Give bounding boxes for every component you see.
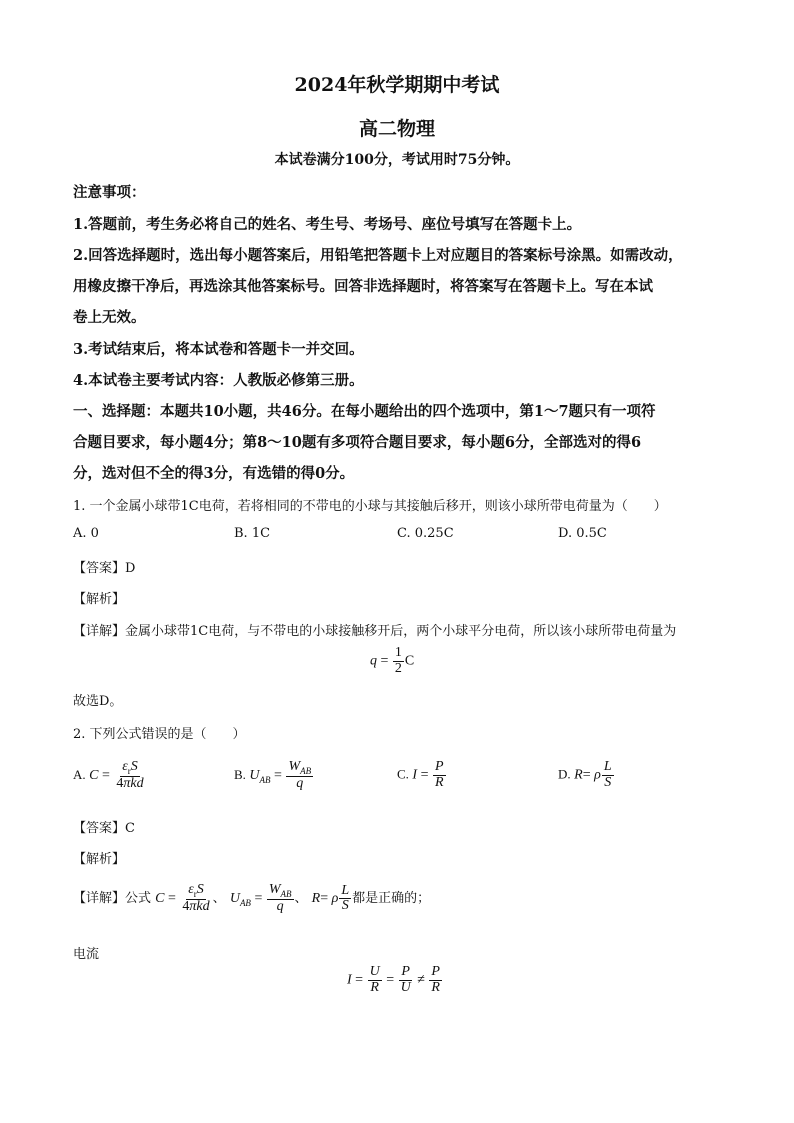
notice-item-2-line-2: 用橡皮擦干净后，再选涂其他答案标号。回答非选择题时，将答案写在答题卡上。写在本试 [73,278,653,295]
q1-equation: q = $\frac{1}{2}$ C [370,645,415,676]
section-1-line-1: 一、选择题：本题共10小题，共46分。在每小题给出的四个选项中，第1～7题只有一项符 [73,403,656,420]
notice-heading: 注意事项： [73,184,146,201]
notice-item-2-line-3: 卷上无效。 [73,309,146,326]
q1-conclusion: 故选D。 [73,694,123,709]
notice-item-4: 4.本试卷主要考试内容：人教版必修第三册。 [73,372,364,389]
q1-analysis-label: 【解析】 [73,592,126,607]
exam-subtitle: 本试卷满分100分，考试用时75分钟。 [274,152,520,168]
answer-label: 【答案】 [73,561,126,576]
eq-numerator: 1 [394,645,402,660]
section-1-line-2: 合题目要求，每小题4分；第8～10题有多项符合题目要求，每小题6分，全部选对的得6 [73,434,642,451]
q2-option-a: A. C = $\frac{\varepsilon_rS}{\text{4πkd}}$ [73,759,144,792]
detail-label: 【详解】 [73,624,126,639]
eq-lhs: q [370,653,377,669]
detail-label: 【详解】 [73,891,126,907]
q1-answer [73,557,135,576]
eq-fraction [393,646,404,676]
detail-sep-2: 、 [294,891,308,907]
detail-suffix: 都是正确的； [352,891,431,907]
eq-denominator: 2 [394,660,402,676]
q1-option-a: A. 0 [73,526,99,541]
q2-option-c: C. I = $\frac{P}{R}$ [397,759,444,790]
section-1-line-3: 分，选对但不全的得3分，有选错的得0分。 [73,465,355,482]
eq-unit: C [404,653,415,669]
exam-title: 2024年秋学期期中考试 [294,74,500,96]
notice-item-2-line-1: 2.回答选择题时，选出每小题答案后，用铅笔把答题卡上对应题目的答案标号涂黑。如需改动， [73,247,683,264]
detail-prefix: 公式 [125,891,152,907]
q2-answer [73,817,135,836]
notice-item-3: 3.考试结束后，将本试卷和答题卡一并交回。 [73,341,364,358]
q1-option-c: C. 0.25C [397,526,454,541]
detail-text: 金属小球带1C电荷，与不带电的小球接触移开后，两个小球平分电荷，所以该小球所带电荷量为 [125,624,677,639]
answer-value: D [125,561,136,576]
detail-sep-1: 、 [212,891,226,907]
q1-option-b: B. 1C [234,526,271,541]
subject-title: 高二物理 [358,118,435,140]
answer-value: C [125,821,135,836]
answer-label: 【答案】 [73,821,126,836]
option-b-label: B. [234,767,246,783]
q1-option-d: D. 0.5C [558,526,607,541]
option-a-label: A. [73,767,86,783]
question-1-stem: 1. 一个金属小球带1C电荷，若将相同的不带电的小球与其接触后移开，则该小球所带电荷量为（ ） [73,499,667,514]
q2-option-b: B. $U_{AB}$ = $\frac{W_{AB}}{q}$ [234,759,312,792]
q2-option-d: D. R= ρ $\frac{L}{S}$ [558,759,612,790]
current-equation: I = $\frac{U}{R}$ = $\frac{P}{U}$ ≠ $\frac{P}{R}$ [347,964,440,995]
q1-detail [73,620,676,639]
notice-item-1: 1.答题前，考生务必将自己的姓名、考生号、考场号、座位号填写在答题卡上。 [73,216,582,233]
option-d-label: D. [558,766,571,782]
current-label: 电流 [73,947,100,962]
question-2-stem: 2. 下列公式错误的是（ ） [73,727,246,742]
q2-detail: 【详解】公式 C = $\frac{\varepsilon_rS}{\text{4πkd}}$ 、 $U_{AB}$ = $\frac{W_{AB}}{q}$ 、 R= ρ $\frac{L}{S}$ 都是正确的； [73,882,431,915]
q2-analysis-label: 【解析】 [73,852,126,867]
option-c-label: C. [397,766,409,782]
